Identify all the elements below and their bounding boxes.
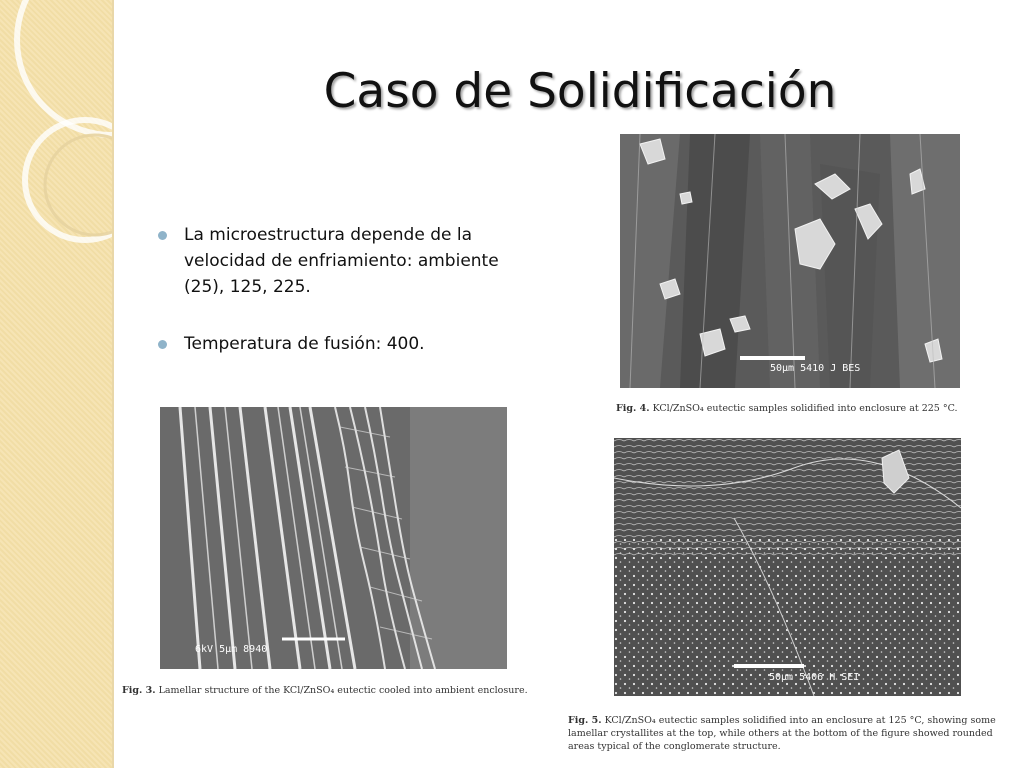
fig3-scalebar-text: 6kV 5μm 8940 [195,644,268,655]
fig5-caption-text: KCl/ZnSO₄ eutectic samples solidified into an enclosure at 125 °C, showing some lamellar crystallites at the top, while others at the bottom of the figure showed rounded areas typical of the conglomerate structure. [568,715,996,752]
fig4-caption-text: KCl/ZnSO₄ eutectic samples solidified into enclosure at 225 °C. [652,403,958,414]
decorative-circles [0,0,112,768]
bullet-item: Temperatura de fusión: 400. [158,331,518,357]
fig3-label: Fig. 3. [122,685,156,696]
slide-title: Caso de Solidificación [323,64,837,119]
bullet-item: La microestructura depende de la velocidad de enfriamiento: ambiente (25), 125, 225. [158,222,518,300]
fig5-label: Fig. 5. [568,715,602,726]
bullet-list [158,222,518,388]
micrograph-fig5-image [614,438,961,696]
micrograph-fig4-image [620,134,960,388]
micrograph-fig3-image [160,407,507,669]
micrograph-fig5 [614,438,961,696]
fig3-caption [122,684,562,697]
fig3-caption-text: Lamellar structure of the KCl/ZnSO₄ eutectic cooled into ambient enclosure. [158,685,528,696]
fig4-caption [616,402,996,415]
fig4-scalebar-text: 50μm 5410 J BES [770,363,861,374]
fig5-scalebar-text: 50μm 5406 H SEI [769,672,860,683]
fig4-label: Fig. 4. [616,403,650,414]
micrograph-fig4 [620,134,960,388]
decorative-sidebar [0,0,114,768]
micrograph-fig3 [160,407,507,669]
fig5-caption [568,714,1013,753]
